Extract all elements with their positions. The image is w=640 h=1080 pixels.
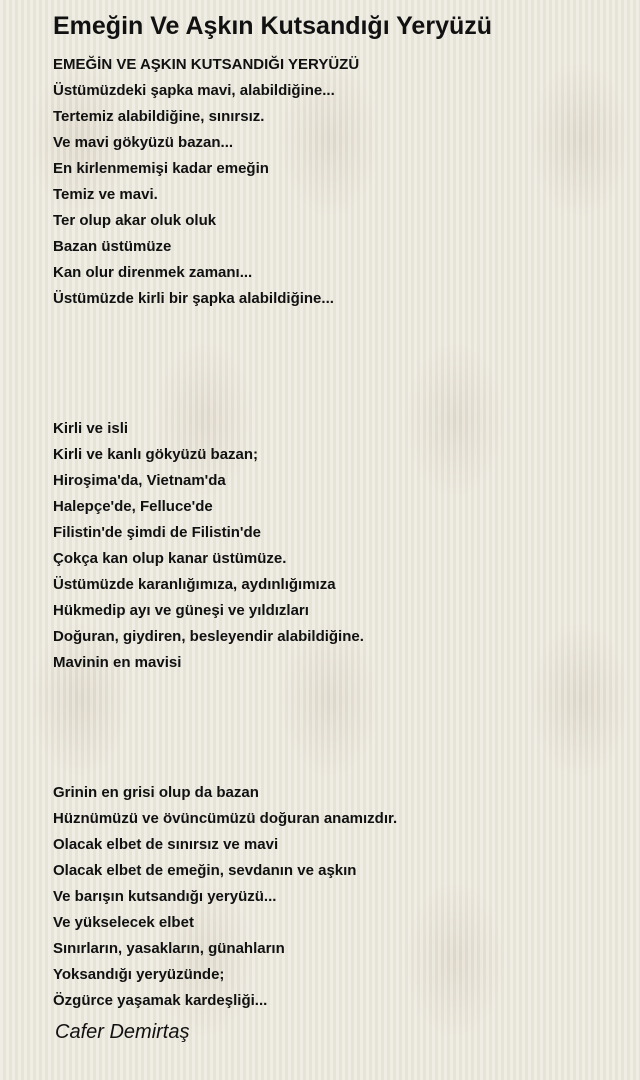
poem-line: Üstümüzde karanlığımıza, aydınlığımıza xyxy=(53,576,336,593)
poem-line: Halepçe'de, Felluce'de xyxy=(53,498,213,515)
poem-body xyxy=(53,52,623,1014)
poem-line: Ve yükselecek elbet xyxy=(53,914,194,931)
poem-line: Doğuran, giydiren, besleyendir alabildiğine. xyxy=(53,628,364,645)
poem-line: Bazan üstümüze xyxy=(53,238,172,255)
poem-line: Ter olup akar oluk oluk xyxy=(53,212,217,229)
stanza-3 xyxy=(53,780,623,1014)
poem-line: Tertemiz alabildiğine, sınırsız. xyxy=(53,108,265,125)
poem-line: Olacak elbet de sınırsız ve mavi xyxy=(53,836,279,853)
poem-line: Temiz ve mavi. xyxy=(53,186,158,203)
poem-line: Yoksandığı yeryüzünde; xyxy=(53,966,225,983)
poem-line: Grinin en grisi olup da bazan xyxy=(53,784,259,801)
poem-line: Ve mavi gökyüzü bazan... xyxy=(53,134,234,151)
poem-line: Çokça kan olup kanar üstümüze. xyxy=(53,550,287,567)
author-signature: Cafer Demirtaş xyxy=(55,1021,190,1043)
poem-line: Ve barışın kutsandığı yeryüzü... xyxy=(53,888,277,905)
poem-line: Sınırların, yasakların, günahların xyxy=(53,940,285,957)
poem-line: Kirli ve kanlı gökyüzü bazan; xyxy=(53,446,259,463)
poem-line: Mavinin en mavisi xyxy=(53,654,182,671)
poem-title: Emeğin Ve Aşkın Kutsandığı Yeryüzü xyxy=(53,12,493,40)
poem-line: Özgürce yaşamak kardeşliği... xyxy=(53,992,268,1009)
poem-line: Olacak elbet de emeğin, sevdanın ve aşkın xyxy=(53,862,357,879)
poem-line: Hiroşima'da, Vietnam'da xyxy=(53,472,226,489)
poem-line: Hükmedip ayı ve güneşi ve yıldızları xyxy=(53,602,309,619)
stanza-1 xyxy=(53,52,623,312)
poem-line: Filistin'de şimdi de Filistin'de xyxy=(53,524,261,541)
poem-line: Hüznümüzü ve övüncümüzü doğuran anamızdır. xyxy=(53,810,398,827)
poem-line: Kirli ve isli xyxy=(53,420,129,437)
stanza-2 xyxy=(53,416,623,676)
poem-line: Üstümüzdeki şapka mavi, alabildiğine... xyxy=(53,82,335,99)
poem-line: En kirlenmemişi kadar emeğin xyxy=(53,160,269,177)
poem-line: EMEĞİN VE AŞKIN KUTSANDIĞI YERYÜZÜ xyxy=(53,56,360,73)
poem-line: Kan olur direnmek zamanı... xyxy=(53,264,253,281)
poem-line: Üstümüzde kirli bir şapka alabildiğine... xyxy=(53,290,334,307)
